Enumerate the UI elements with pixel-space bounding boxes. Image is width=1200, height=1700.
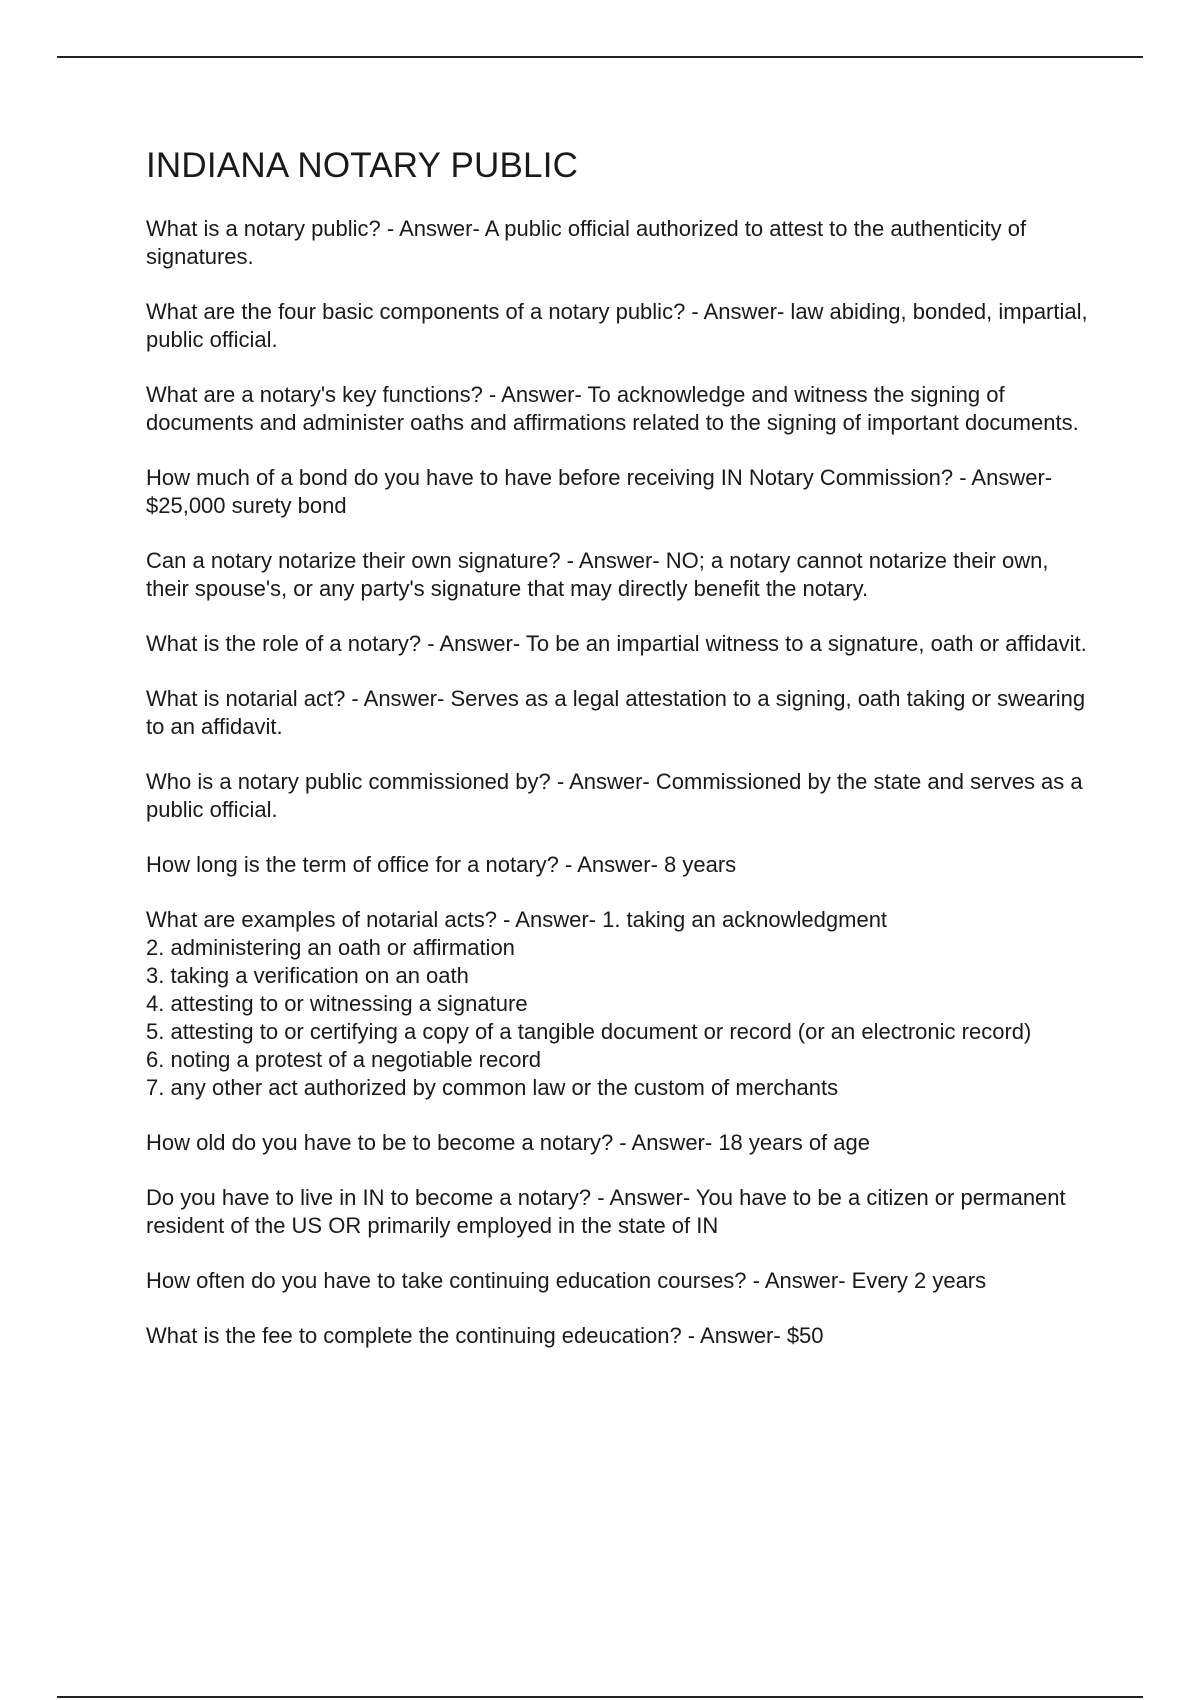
qa-entry: Who is a notary public commissioned by? - Answer- Commissioned by the state and serves as a public official. xyxy=(146,769,1083,822)
qa-entry: What is notarial act? - Answer- Serves as a legal attestation to a signing, oath taking or swearing to an affidavit. xyxy=(146,686,1086,739)
page-bottom-rule xyxy=(57,1696,1143,1698)
page-top-rule xyxy=(57,56,1143,58)
document-title: INDIANA NOTARY PUBLIC xyxy=(146,146,579,185)
document-body xyxy=(146,145,1096,1377)
qa-entry: What is the role of a notary? - Answer- To be an impartial witness to a signature, oath or affidavit. xyxy=(146,631,1087,656)
qa-entry: What is the fee to complete the continuing edeucation? - Answer- $50 xyxy=(146,1323,824,1348)
qa-entry: How often do you have to take continuing education courses? - Answer- Every 2 years xyxy=(146,1268,987,1293)
qa-entry: What are the four basic components of a notary public? - Answer- law abiding, bonded, impartial, public official. xyxy=(146,299,1088,352)
qa-entry: Can a notary notarize their own signature? - Answer- NO; a notary cannot notarize their own, their spouse's, or any party's signature that may directly benefit the notary. xyxy=(146,548,1049,601)
qa-entry: Do you have to live in IN to become a notary? - Answer- You have to be a citizen or permanent resident of the US OR primarily employed in the state of IN xyxy=(146,1185,1066,1238)
qa-entry: How much of a bond do you have to have before receiving IN Notary Commission? - Answer- $25,000 surety bond xyxy=(146,465,1053,518)
qa-entry: What is a notary public? - Answer- A public official authorized to attest to the authenticity of signatures. xyxy=(146,216,1027,269)
qa-entry: How long is the term of office for a notary? - Answer- 8 years xyxy=(146,852,737,877)
qa-entry: What are examples of notarial acts? - Answer- 1. taking an acknowledgment 2. administering an oath or affirmation 3. taking a verification on an oath 4. attesting to or witnessing a signature 5. attesting to or certifying a copy of a tangible document or record (or an electronic record) 6. noting a protest of a negotiable record 7. any other act authorized by common law or the custom of merchants xyxy=(146,907,1032,1100)
qa-entry: What are a notary's key functions? - Answer- To acknowledge and witness the signing of documents and administer oaths and affirmations related to the signing of important documents. xyxy=(146,382,1079,435)
qa-entry: How old do you have to be to become a notary? - Answer- 18 years of age xyxy=(146,1130,870,1155)
